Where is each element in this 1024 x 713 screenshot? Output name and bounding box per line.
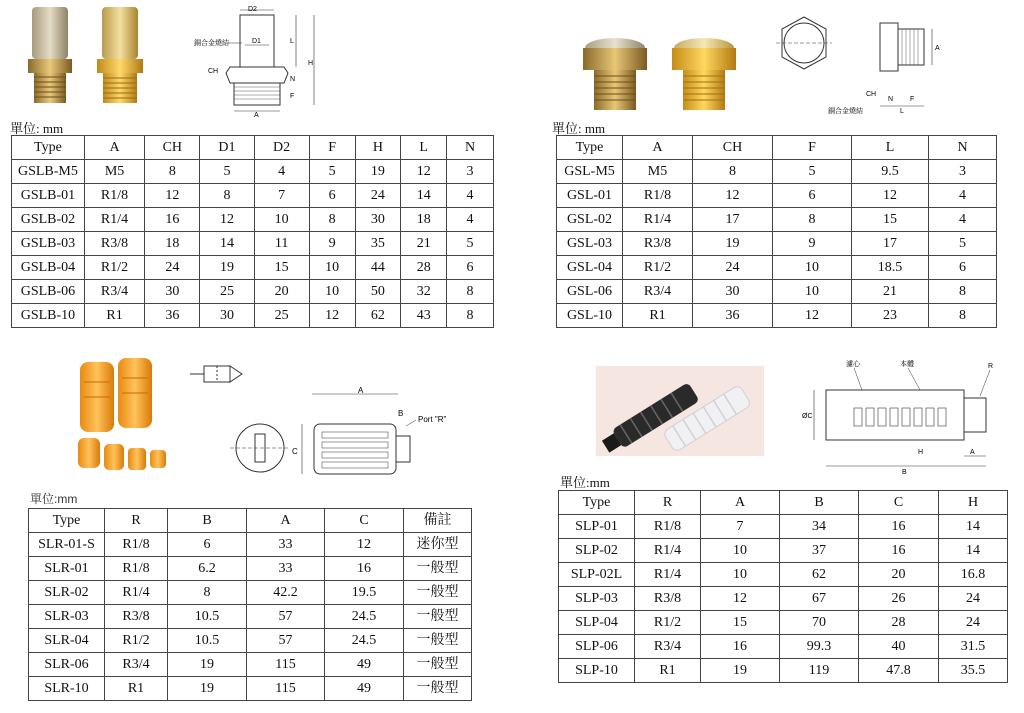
gslb-table-cell: 4 (447, 208, 494, 232)
slr-table-cell: SLR-03 (29, 605, 105, 629)
slp-header-row (559, 491, 1008, 515)
gslb-dim-l: L (290, 38, 294, 45)
slp-table-cell: 16 (859, 515, 939, 539)
slp-header-cell: R (635, 491, 701, 515)
slp-table-cell: 16 (859, 539, 939, 563)
gsl-header-cell: F (773, 136, 852, 160)
slp-table-cell: 70 (780, 611, 859, 635)
gslb-table-cell: 44 (355, 256, 401, 280)
slr-table-row (29, 533, 472, 557)
gsl-table-cell: 10 (773, 280, 852, 304)
slp-table-cell: 24 (939, 611, 1008, 635)
gslb-table-cell: 8 (447, 280, 494, 304)
slr-dimension-diagram (230, 386, 470, 486)
slr-table-cell: 33 (247, 557, 325, 581)
slr-table-cell: 10.5 (168, 605, 247, 629)
gsl-header-cell: N (929, 136, 997, 160)
gsl-table-cell: 8 (773, 208, 852, 232)
gslb-table-row (12, 232, 494, 256)
gslb-table-cell: 32 (401, 280, 447, 304)
slr-table-cell: 19.5 (325, 581, 404, 605)
slp-table-cell: 20 (859, 563, 939, 587)
slr-table-cell: 10.5 (168, 629, 247, 653)
gslb-table-cell: 12 (309, 304, 355, 328)
gsl-table-row (557, 280, 997, 304)
gsl-table-cell: 15 (852, 208, 929, 232)
slr-table-row (29, 677, 472, 701)
slp-header-cell: B (780, 491, 859, 515)
gslb-table-cell: 28 (401, 256, 447, 280)
gsl-table-row (557, 208, 997, 232)
gslb-table-cell: 43 (401, 304, 447, 328)
gslb-table-cell: M5 (84, 160, 144, 184)
gsl-table-cell: 8 (929, 280, 997, 304)
gsl-table-cell: R1/8 (623, 184, 693, 208)
slp-table-cell: 14 (939, 515, 1008, 539)
gslb-table-cell: 14 (401, 184, 447, 208)
gsl-table-cell: R1/4 (623, 208, 693, 232)
gslb-table-cell: 25 (200, 280, 254, 304)
gslb-header-cell: N (447, 136, 494, 160)
slr-header-cell: A (247, 509, 325, 533)
slr-header-cell: B (168, 509, 247, 533)
gsl-dim-material: 銅合金燒結 (828, 108, 863, 115)
gsl-table-cell: 19 (693, 232, 773, 256)
slp-dim-h: H (918, 449, 924, 456)
slr-dim-port: Port "R" (418, 415, 447, 424)
gsl-header-cell: Type (557, 136, 623, 160)
slp-header-cell: H (939, 491, 1008, 515)
slp-table-cell: R3/4 (635, 635, 701, 659)
slr-table-cell: SLR-02 (29, 581, 105, 605)
gslb-table-cell: GSLB-03 (12, 232, 85, 256)
gsl-dim-a: A (935, 45, 940, 52)
gslb-dimension-diagram (190, 3, 325, 118)
slr-table-cell: R3/4 (105, 653, 168, 677)
gslb-table-cell: 4 (447, 184, 494, 208)
gsl-table-cell: 9.5 (852, 160, 929, 184)
gslb-table-row (12, 160, 494, 184)
slp-table-cell: R3/8 (635, 587, 701, 611)
slp-table-cell: 31.5 (939, 635, 1008, 659)
slr-table-cell: 33 (247, 533, 325, 557)
gslb-header-cell: CH (145, 136, 200, 160)
gsl-brass-hex-silencer-photo (666, 32, 742, 116)
slr-table-cell: 8 (168, 581, 247, 605)
gslb-table-cell: R3/4 (84, 280, 144, 304)
gslb-table-cell: 5 (309, 160, 355, 184)
gsl-table-row (557, 232, 997, 256)
slp-table-cell: 16.8 (939, 563, 1008, 587)
slp-table-cell: 15 (701, 611, 780, 635)
slp-dim-body: 本體 (900, 361, 914, 368)
gslb-table-cell: 24 (145, 256, 200, 280)
slp-table-row (559, 515, 1008, 539)
slp-dim-c: ØC (802, 413, 813, 420)
gsl-table-cell: GSL-06 (557, 280, 623, 304)
gslb-table-row (12, 280, 494, 304)
gsl-table-cell: 17 (852, 232, 929, 256)
slr-table-cell: R1/2 (105, 629, 168, 653)
gsl-table-cell: GSL-M5 (557, 160, 623, 184)
slr-orange-silencer-photo (72, 352, 180, 480)
gsl-table-cell: 5 (929, 232, 997, 256)
slp-unit-label: 單位:mm (560, 475, 610, 490)
gsl-table-cell: 24 (693, 256, 773, 280)
gslb-table-cell: R1/2 (84, 256, 144, 280)
slp-table-cell: 62 (780, 563, 859, 587)
gslb-table-row (12, 208, 494, 232)
gsl-spec-table (556, 135, 997, 328)
gslb-table-cell: 30 (200, 304, 254, 328)
slr-dim-b: B (398, 409, 404, 418)
gslb-table-cell: 25 (254, 304, 309, 328)
gslb-header-cell: D1 (200, 136, 254, 160)
gslb-table-row (12, 304, 494, 328)
slr-header-row (29, 509, 472, 533)
gslb-table-cell: 15 (254, 256, 309, 280)
slr-table-cell: 一般型 (404, 653, 472, 677)
slr-table-cell: R1/8 (105, 557, 168, 581)
gslb-header-cell: D2 (254, 136, 309, 160)
gslb-table-cell: 5 (200, 160, 254, 184)
slr-table-cell: 6 (168, 533, 247, 557)
gslb-table-cell: 10 (309, 280, 355, 304)
slr-table-cell: 一般型 (404, 677, 472, 701)
slr-table-cell: 一般型 (404, 557, 472, 581)
slp-spec-table (558, 490, 1008, 683)
gsl-dim-ch: CH (866, 91, 877, 98)
gsl-table-cell: 12 (852, 184, 929, 208)
gsl-table-cell: GSL-01 (557, 184, 623, 208)
slr-table-cell: R1 (105, 677, 168, 701)
gsl-table-cell: M5 (623, 160, 693, 184)
slr-table-cell: SLR-01-S (29, 533, 105, 557)
gsl-table-cell: 6 (929, 256, 997, 280)
slp-table-cell: SLP-04 (559, 611, 635, 635)
gslb-table-cell: 19 (200, 256, 254, 280)
gsl-table-row (557, 160, 997, 184)
slp-dimension-diagram (800, 356, 1000, 476)
slp-dim-a: A (970, 449, 975, 456)
slr-table-cell: 12 (325, 533, 404, 557)
gslb-table-cell: 30 (145, 280, 200, 304)
gslb-header-row (12, 136, 494, 160)
gsl-table-cell: 8 (929, 304, 997, 328)
slp-table-cell: SLP-02L (559, 563, 635, 587)
gslb-table-cell: GSLB-01 (12, 184, 85, 208)
slp-plastic-silencer-photo (596, 366, 764, 456)
gslb-unit-label: 單位: mm (10, 121, 64, 136)
gslb-dim-h: H (308, 60, 314, 67)
gsl-table-cell: 21 (852, 280, 929, 304)
gslb-table-cell: GSLB-02 (12, 208, 85, 232)
slr-table-cell: 一般型 (404, 581, 472, 605)
gslb-dim-d1: D1 (252, 38, 261, 45)
gslb-table-cell: 14 (200, 232, 254, 256)
gsl-table-cell: 30 (693, 280, 773, 304)
gsl-table-cell: R3/4 (623, 280, 693, 304)
gslb-dim-d2: D2 (248, 6, 257, 13)
gsl-header-cell: L (852, 136, 929, 160)
slp-dim-b: B (902, 469, 907, 476)
slp-header-cell: Type (559, 491, 635, 515)
gslb-header-cell: H (355, 136, 401, 160)
slr-dim-c: C (292, 447, 298, 456)
gsl-unit-label: 單位: mm (552, 121, 606, 136)
slr-table-cell: 一般型 (404, 629, 472, 653)
gslb-bronze-silencer-photo (22, 3, 78, 107)
gsl-table-cell: 36 (693, 304, 773, 328)
gsl-table-cell: 12 (693, 184, 773, 208)
gslb-table-cell: GSLB-06 (12, 280, 85, 304)
slr-table-row (29, 605, 472, 629)
gsl-table-cell: 4 (929, 208, 997, 232)
gslb-table-cell: GSLB-04 (12, 256, 85, 280)
gslb-table-cell: 3 (447, 160, 494, 184)
slp-table-cell: 35.5 (939, 659, 1008, 683)
slr-header-cell: 備註 (404, 509, 472, 533)
slr-symbol-diagram (190, 362, 250, 386)
slr-table-cell: 19 (168, 653, 247, 677)
gslb-dim-f: F (290, 93, 295, 100)
slr-table-row (29, 629, 472, 653)
slp-table-cell: 37 (780, 539, 859, 563)
slp-table-row (559, 659, 1008, 683)
gsl-dim-l: L (900, 108, 904, 115)
gslb-table-cell: 4 (254, 160, 309, 184)
gslb-table-cell: 36 (145, 304, 200, 328)
gsl-bronze-hex-silencer-photo (576, 32, 654, 116)
gslb-table-cell: 8 (447, 304, 494, 328)
gsl-table-cell: GSL-10 (557, 304, 623, 328)
gslb-brass-silencer-photo (90, 3, 150, 107)
gslb-table-cell: 5 (447, 232, 494, 256)
gsl-table-cell: 4 (929, 184, 997, 208)
gslb-table-cell: R1/4 (84, 208, 144, 232)
slp-table-cell: 24 (939, 587, 1008, 611)
gsl-dimension-diagram (760, 3, 945, 120)
slr-table-cell: 24.5 (325, 629, 404, 653)
gslb-table-cell: 19 (355, 160, 401, 184)
gsl-table-cell: 23 (852, 304, 929, 328)
gslb-header-cell: L (401, 136, 447, 160)
gsl-table-row (557, 184, 997, 208)
slp-table-cell: SLP-10 (559, 659, 635, 683)
slr-table-cell: R1/4 (105, 581, 168, 605)
gslb-table-cell: GSLB-M5 (12, 160, 85, 184)
gslb-dim-n: N (290, 76, 296, 83)
gslb-table-row (12, 184, 494, 208)
gslb-table-cell: 6 (447, 256, 494, 280)
gslb-table-cell: 24 (355, 184, 401, 208)
slp-table-cell: 10 (701, 539, 780, 563)
gsl-table-cell: 12 (773, 304, 852, 328)
gsl-table-row (557, 304, 997, 328)
slp-header-cell: A (701, 491, 780, 515)
gsl-table-cell: 9 (773, 232, 852, 256)
gslb-table-cell: 20 (254, 280, 309, 304)
gslb-table-cell: GSLB-10 (12, 304, 85, 328)
gsl-table-cell: 5 (773, 160, 852, 184)
gslb-table-cell: 30 (355, 208, 401, 232)
slp-table-cell: SLP-01 (559, 515, 635, 539)
slr-header-cell: Type (29, 509, 105, 533)
slp-table-cell: R1/4 (635, 563, 701, 587)
gsl-table-cell: GSL-03 (557, 232, 623, 256)
gslb-table-cell: 7 (254, 184, 309, 208)
slp-table-cell: 28 (859, 611, 939, 635)
gslb-table-cell: 21 (401, 232, 447, 256)
slr-dim-a: A (358, 386, 364, 395)
gsl-table-cell: 17 (693, 208, 773, 232)
slr-table-cell: SLR-06 (29, 653, 105, 677)
slr-table-cell: 57 (247, 605, 325, 629)
slr-table-cell: 57 (247, 629, 325, 653)
slp-table-cell: 10 (701, 563, 780, 587)
slr-header-cell: C (325, 509, 404, 533)
slp-table-cell: 14 (939, 539, 1008, 563)
slp-header-cell: C (859, 491, 939, 515)
gsl-dim-n: N (888, 96, 894, 103)
slr-table-cell: R3/8 (105, 605, 168, 629)
slp-table-cell: 119 (780, 659, 859, 683)
slp-table-cell: 7 (701, 515, 780, 539)
slr-table-cell: 115 (247, 677, 325, 701)
slr-table-cell: SLR-10 (29, 677, 105, 701)
gsl-table-cell: 8 (693, 160, 773, 184)
gslb-table-cell: 18 (401, 208, 447, 232)
slr-table-cell: 迷你型 (404, 533, 472, 557)
gslb-table-cell: R3/8 (84, 232, 144, 256)
slr-unit-label: 單位:mm (30, 492, 78, 506)
gslb-table-cell: 12 (200, 208, 254, 232)
slr-table-row (29, 557, 472, 581)
gsl-table-cell: 6 (773, 184, 852, 208)
gslb-spec-table (11, 135, 494, 328)
gslb-table-cell: 6 (309, 184, 355, 208)
gsl-table-cell: R1/2 (623, 256, 693, 280)
slr-table-cell: SLR-04 (29, 629, 105, 653)
slr-table-row (29, 653, 472, 677)
gslb-table-cell: 12 (145, 184, 200, 208)
slp-table-cell: SLP-06 (559, 635, 635, 659)
gsl-table-cell: R1 (623, 304, 693, 328)
slp-table-row (559, 611, 1008, 635)
slp-dim-filter: 濾心 (846, 361, 860, 368)
slr-spec-table (28, 508, 472, 701)
slp-table-row (559, 635, 1008, 659)
gslb-dim-ch: CH (208, 68, 219, 75)
slr-table-cell: 19 (168, 677, 247, 701)
slp-table-cell: 34 (780, 515, 859, 539)
slp-table-cell: 40 (859, 635, 939, 659)
slr-table-cell: 24.5 (325, 605, 404, 629)
slp-table-cell: 99.3 (780, 635, 859, 659)
slp-table-cell: 67 (780, 587, 859, 611)
gsl-header-row (557, 136, 997, 160)
slp-table-cell: 19 (701, 659, 780, 683)
slr-table-cell: 16 (325, 557, 404, 581)
gslb-table-cell: 8 (200, 184, 254, 208)
gsl-header-cell: A (623, 136, 693, 160)
slp-table-row (559, 539, 1008, 563)
slr-table-cell: 49 (325, 653, 404, 677)
gslb-table-cell: 50 (355, 280, 401, 304)
gsl-table-cell: 10 (773, 256, 852, 280)
gslb-dim-a: A (254, 112, 259, 118)
slr-table-cell: 49 (325, 677, 404, 701)
gslb-table-cell: 18 (145, 232, 200, 256)
slr-header-cell: R (105, 509, 168, 533)
gslb-table-cell: R1/8 (84, 184, 144, 208)
slp-table-cell: 16 (701, 635, 780, 659)
gslb-table-cell: 16 (145, 208, 200, 232)
gslb-table-cell: 9 (309, 232, 355, 256)
gslb-table-row (12, 256, 494, 280)
gslb-header-cell: F (309, 136, 355, 160)
gslb-header-cell: Type (12, 136, 85, 160)
slp-table-cell: R1/4 (635, 539, 701, 563)
slr-table-cell: R1/8 (105, 533, 168, 557)
gsl-dim-f: F (910, 96, 915, 103)
slp-table-row (559, 563, 1008, 587)
gslb-table-cell: 10 (254, 208, 309, 232)
slp-dim-r: R (988, 363, 994, 370)
gsl-table-cell: R3/8 (623, 232, 693, 256)
gslb-table-cell: R1 (84, 304, 144, 328)
gslb-table-cell: 12 (401, 160, 447, 184)
slp-table-cell: SLP-02 (559, 539, 635, 563)
slp-table-cell: R1/8 (635, 515, 701, 539)
slp-table-cell: R1 (635, 659, 701, 683)
slp-table-cell: 12 (701, 587, 780, 611)
gslb-table-cell: 10 (309, 256, 355, 280)
gslb-table-cell: 8 (309, 208, 355, 232)
slp-table-cell: 26 (859, 587, 939, 611)
slp-table-cell: SLP-03 (559, 587, 635, 611)
gslb-header-cell: A (84, 136, 144, 160)
gsl-table-cell: GSL-04 (557, 256, 623, 280)
gslb-table-cell: 35 (355, 232, 401, 256)
gsl-table-cell: GSL-02 (557, 208, 623, 232)
gsl-table-cell: 3 (929, 160, 997, 184)
slr-table-row (29, 581, 472, 605)
gslb-dim-material: 銅合金燒結 (194, 40, 229, 47)
gsl-table-cell: 18.5 (852, 256, 929, 280)
gsl-header-cell: CH (693, 136, 773, 160)
slr-table-cell: SLR-01 (29, 557, 105, 581)
slp-table-row (559, 587, 1008, 611)
gsl-table-row (557, 256, 997, 280)
slp-table-cell: 47.8 (859, 659, 939, 683)
slr-table-cell: 42.2 (247, 581, 325, 605)
slr-table-cell: 6.2 (168, 557, 247, 581)
gslb-table-cell: 62 (355, 304, 401, 328)
slr-table-cell: 一般型 (404, 605, 472, 629)
slr-table-cell: 115 (247, 653, 325, 677)
slp-table-cell: R1/2 (635, 611, 701, 635)
gslb-table-cell: 11 (254, 232, 309, 256)
gslb-table-cell: 8 (145, 160, 200, 184)
